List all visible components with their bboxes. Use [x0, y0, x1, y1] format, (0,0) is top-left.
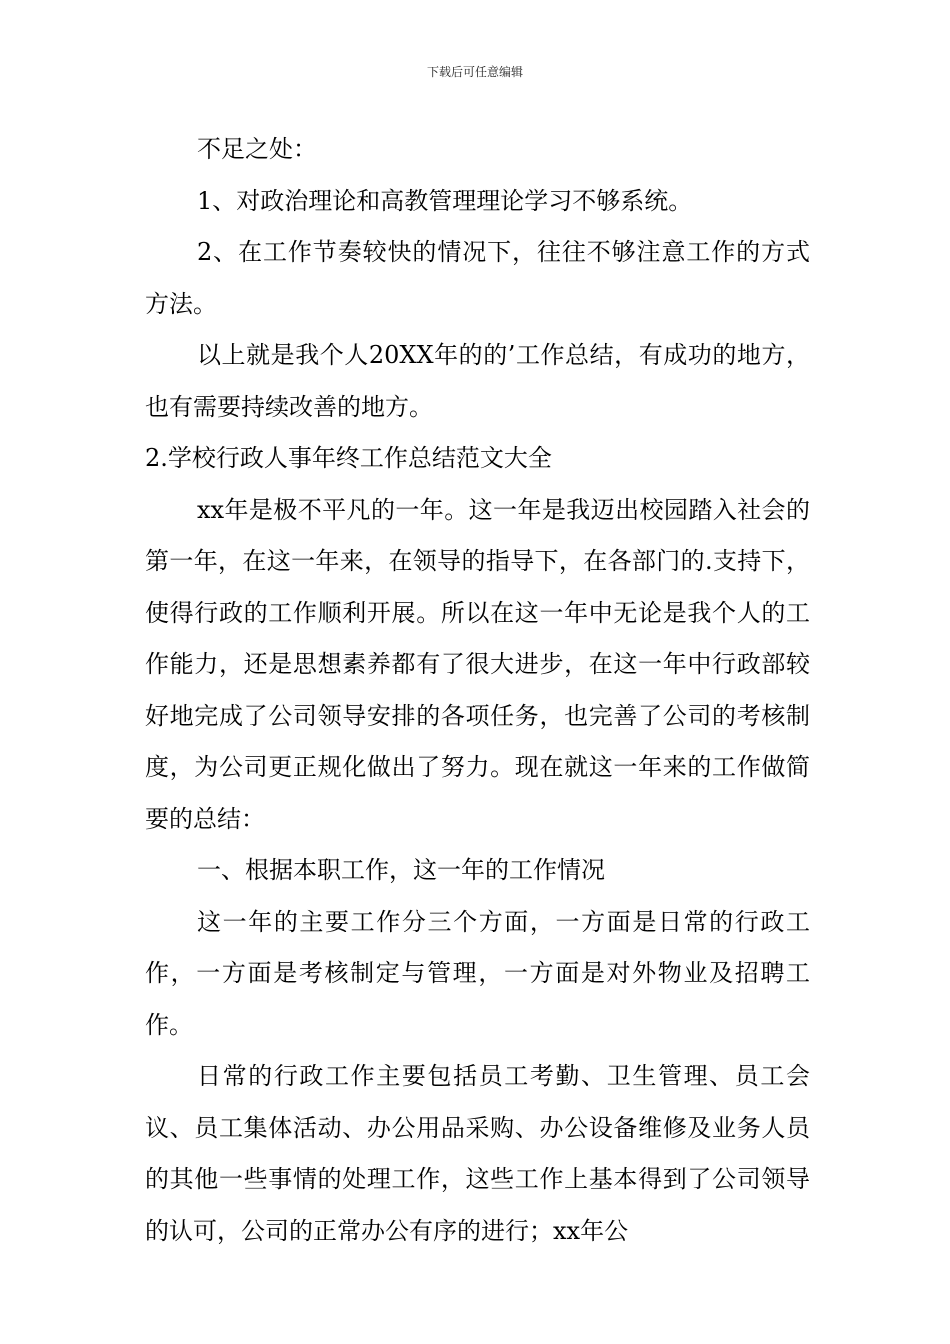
page-header: 下载后可任意编辑 [426, 65, 523, 79]
paragraph-work-aspects: 这一年的主要工作分三个方面，一方面是日常的行政工作，一方面是考核制定与管理，一方面是对外物业及招聘工作。 [145, 907, 810, 1039]
paragraph-year-overview: xx年是极不平凡的一年。这一年是我迈出校园踏入社会的第一年，在这一年来，在领导的指导下，在各部门的.支持下，使得行政的工作顺利开展。所以在这一年中无论是我个人的工作能力，还是思想素养都有了很大进步，在这一年中行政部较好地完成了公司领导安排的各项任务，也完善了公司的考核制度，为公司更正规化做出了努力。现在就这一年来的工作做简要的总结： [145, 495, 810, 833]
paragraph-daily-admin-work: 日常的行政工作主要包括员工考勤、卫生管理、员工会议、员工集体活动、办公用品采购、办公设备维修及业务人员的其他一些事情的处理工作，这些工作上基本得到了公司领导的认可，公司的正常办公有序的进行；xx年公 [145, 1062, 810, 1245]
section-title: 2.学校行政人事年终工作总结范文大全 [145, 444, 552, 472]
paragraph-shortcoming-1: 1、对政治理论和高教管理理论学习不够系统。 [197, 186, 693, 215]
document-body [145, 124, 810, 1257]
paragraph-shortcoming-2: 2、在工作节奏较快的情况下，往往不够注意工作的方式方法。 [145, 238, 810, 318]
paragraph-shortcomings-heading: 不足之处： [197, 135, 317, 163]
paragraph-summary-closing: 以上就是我个人20XX年的的’工作总结，有成功的地方，也有需要持续改善的地方。 [145, 341, 810, 421]
paragraph-subheading-work-status: 一、根据本职工作，这一年的工作情况 [197, 856, 605, 884]
